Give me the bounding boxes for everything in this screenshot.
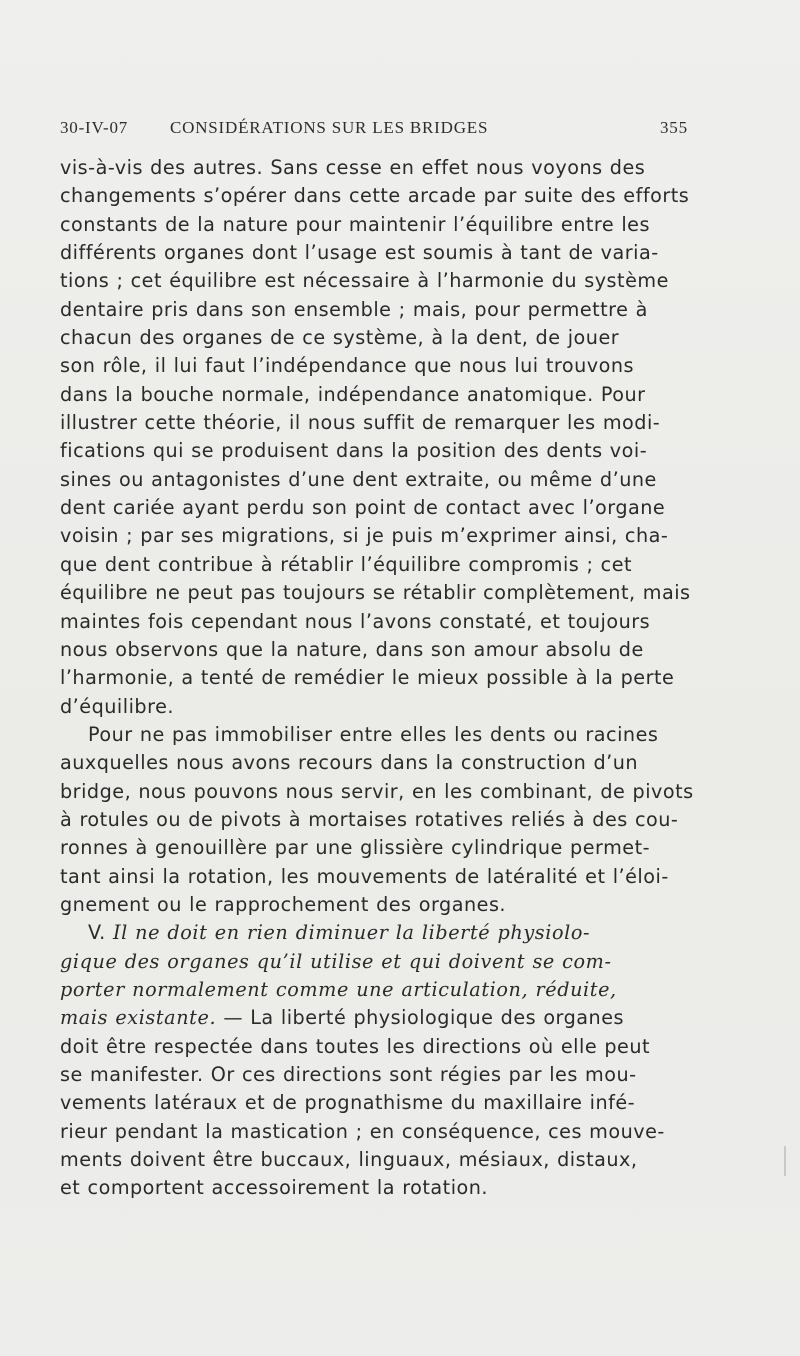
section-heading-italic: mais existante. (60, 1006, 217, 1030)
header-date: 30-IV-07 (60, 118, 129, 137)
text-line (60, 919, 700, 947)
text-line: différents organes dont l’usage est soumis à tant de varia- (60, 241, 659, 265)
text-line: équilibre ne peut pas toujours se rétablir complètement, mais (60, 581, 691, 605)
text-line (60, 1004, 700, 1032)
body-text (60, 154, 700, 1203)
section-text: — La liberté physiologique des organes (216, 1006, 625, 1030)
text-line: se manifester. Or ces directions sont régies par les mou- (60, 1063, 637, 1086)
text-line: ronnes à genouillère par une glissière cylindrique permet- (60, 836, 651, 860)
text-line: dent cariée ayant perdu son point de contact avec l’organe (60, 496, 666, 520)
text-line: doit être respectée dans toutes les directions où elle peut (60, 1034, 650, 1058)
text-line: nous observons que la nature, dans son amour absolu de (60, 637, 644, 661)
text-line: son rôle, il lui faut l’indépendance que nous lui trouvons (60, 354, 634, 378)
header-title: CONSIDÉRATIONS SUR LES BRIDGES (170, 118, 489, 137)
paragraph-2 (60, 721, 700, 919)
page-number: 355 (660, 118, 688, 137)
text-line: voisin ; par ses migrations, si je puis m’exprimer ainsi, cha- (60, 524, 669, 548)
text-line: tant ainsi la rotation, les mouvements de latéralité et l’éloi- (60, 864, 669, 888)
section-heading-italic: Il ne doit en rien diminuer la liberté physiolo- (112, 921, 591, 945)
text-line: dans la bouche normale, indépendance anatomique. Pour (60, 382, 646, 406)
text-line: sines ou antagonistes d’une dent extraite, ou même d’une (60, 467, 657, 491)
text-line: rieur pendant la mastication ; en conséquence, ces mouve- (60, 1119, 665, 1143)
text-line: changements s’opérer dans cette arcade par suite des efforts (60, 184, 690, 208)
text-line: Pour ne pas immobiliser entre elles les dents ou racines (88, 722, 659, 746)
text-line: maintes fois cependant nous l’avons constaté, et toujours (60, 609, 651, 633)
text-line: auxquelles nous avons recours dans la construction d’un (60, 751, 639, 775)
text-line: d’équilibre. (60, 694, 174, 718)
text-line: ments doivent être buccaux, linguaux, mésiaux, distaux, (60, 1148, 638, 1172)
text-line: l’harmonie, a tenté de remédier le mieux possible à la perte (60, 666, 675, 690)
text-line: à rotules ou de pivots à mortaises rotatives reliés à des cou- (60, 807, 679, 831)
text-line: que dent contribue à rétablir l’équilibre compromis ; cet (60, 552, 633, 576)
text-line: vis-à-vis des autres. Sans cesse en effet nous voyons des (60, 156, 646, 179)
text-line: bridge, nous pouvons nous servir, en les combinant, de pivots (60, 779, 694, 803)
text-line: dentaire pris dans son ensemble ; mais, pour permettre à (60, 297, 648, 321)
text-line: vements latéraux et de prognathisme du maxillaire infé- (60, 1091, 636, 1115)
paragraph-3 (60, 919, 700, 1202)
text-line: tions ; cet équilibre est nécessaire à l’harmonie du système (60, 269, 669, 293)
text-line: et comportent accessoirement la rotation. (60, 1176, 489, 1200)
text-line: fications qui se produisent dans la position des dents voi- (60, 439, 648, 463)
text-line: chacun des organes de ce système, à la dent, de jouer (60, 326, 620, 350)
running-header (60, 118, 710, 148)
section-heading-italic: porter normalement comme une articulation, réduite, (60, 977, 617, 1001)
paragraph-1 (60, 154, 700, 721)
text-line: gnement ou le rapprochement des organes. (60, 892, 507, 916)
section-heading-italic: gique des organes qu’il utilise et qui doivent se com- (60, 949, 612, 973)
text-line: constants de la nature pour maintenir l’équilibre entre les (60, 212, 650, 236)
section-number: V. (88, 921, 106, 945)
text-line: illustrer cette théorie, il nous suffit de remarquer les modi- (60, 411, 661, 435)
page-edge-mark (784, 1146, 786, 1176)
